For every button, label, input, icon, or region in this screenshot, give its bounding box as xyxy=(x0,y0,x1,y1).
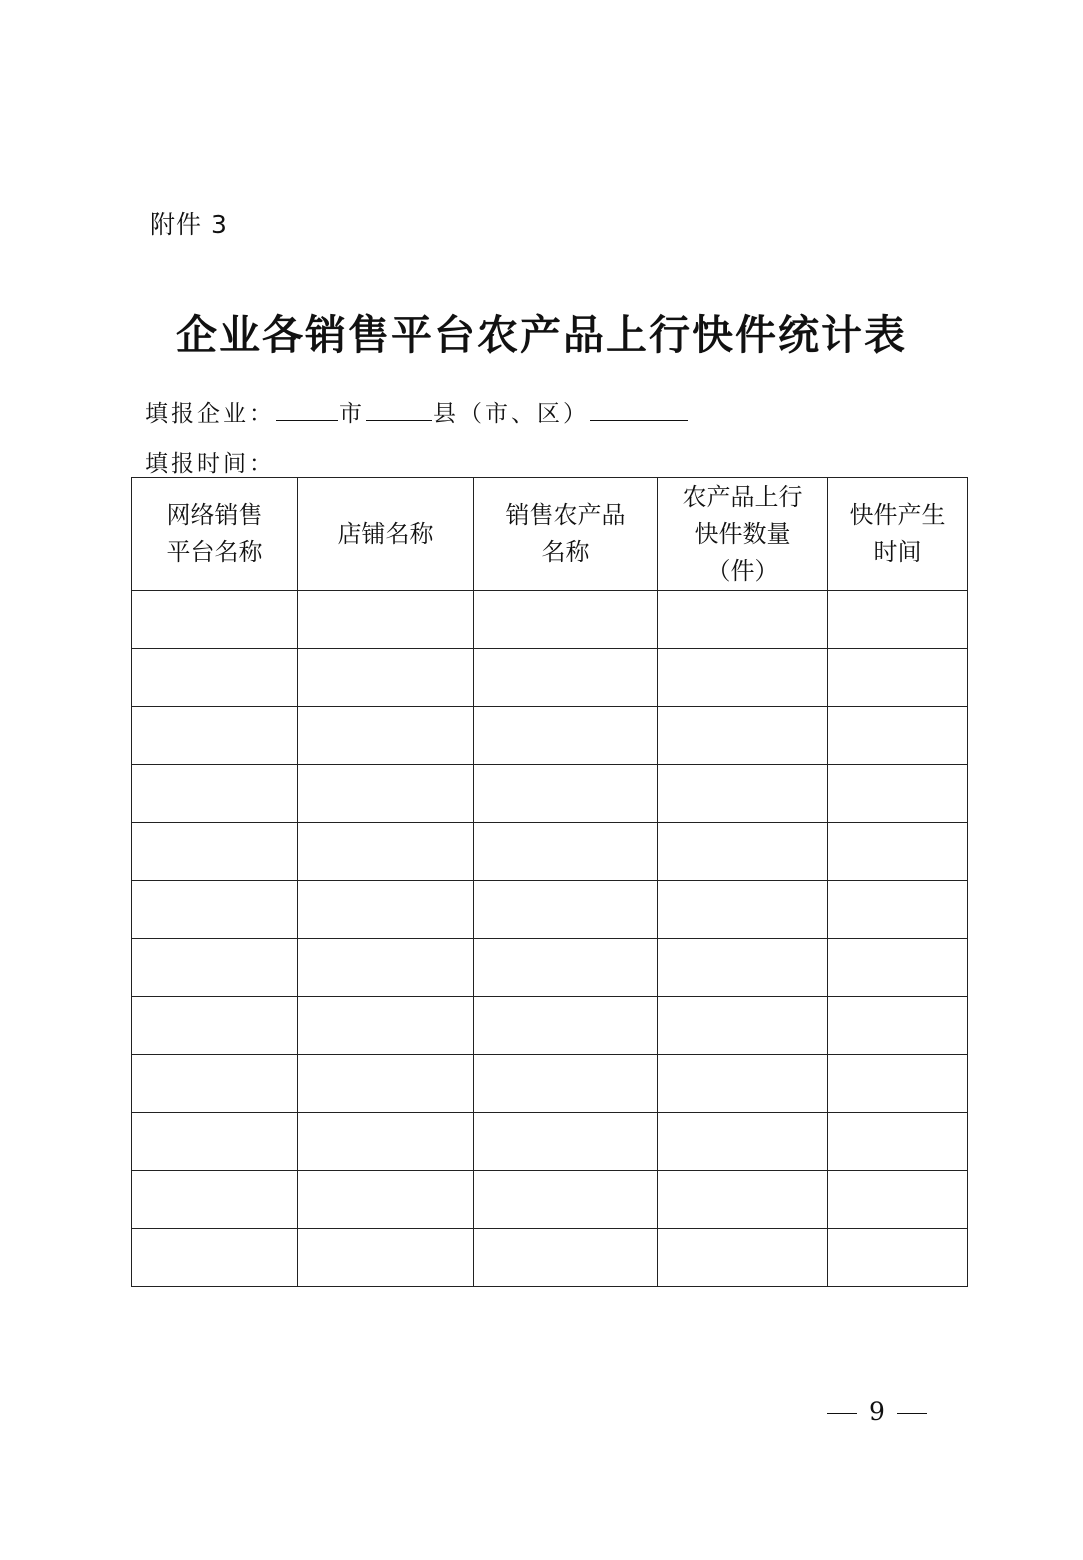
table-cell[interactable] xyxy=(132,881,298,939)
header-product-name: 销售农产品 名称 xyxy=(474,478,658,591)
table-cell[interactable] xyxy=(298,649,474,707)
table-row xyxy=(132,591,968,649)
table-row xyxy=(132,939,968,997)
table-cell[interactable] xyxy=(474,997,658,1055)
table-cell[interactable] xyxy=(828,765,968,823)
table-cell[interactable] xyxy=(474,1055,658,1113)
table-cell[interactable] xyxy=(474,881,658,939)
table-cell[interactable] xyxy=(658,1113,828,1171)
table-body xyxy=(132,591,968,1287)
time-label: 填报时间： xyxy=(145,451,275,477)
table-cell[interactable] xyxy=(658,707,828,765)
table-cell[interactable] xyxy=(132,591,298,649)
page-number: 9 xyxy=(815,1397,939,1426)
table-cell[interactable] xyxy=(658,765,828,823)
table-cell[interactable] xyxy=(658,591,828,649)
table-cell[interactable] xyxy=(828,1113,968,1171)
table-cell[interactable] xyxy=(828,1229,968,1287)
page-dash-right xyxy=(897,1413,927,1414)
company-fill-line xyxy=(145,395,689,428)
table-cell[interactable] xyxy=(298,1229,474,1287)
table-cell[interactable] xyxy=(658,649,828,707)
table-cell[interactable] xyxy=(658,939,828,997)
table-cell[interactable] xyxy=(298,997,474,1055)
city-blank[interactable] xyxy=(276,398,338,421)
table-cell[interactable] xyxy=(828,1055,968,1113)
table-cell[interactable] xyxy=(658,997,828,1055)
county-blank[interactable] xyxy=(366,398,432,421)
table-cell[interactable] xyxy=(658,1055,828,1113)
table-cell[interactable] xyxy=(132,649,298,707)
table-cell[interactable] xyxy=(132,823,298,881)
table-cell[interactable] xyxy=(132,939,298,997)
table-cell[interactable] xyxy=(132,707,298,765)
table-cell[interactable] xyxy=(474,823,658,881)
header-platform-name: 网络销售 平台名称 xyxy=(132,478,298,591)
table-row xyxy=(132,881,968,939)
table-header-row xyxy=(132,478,968,591)
table-cell[interactable] xyxy=(658,1229,828,1287)
table-cell[interactable] xyxy=(658,823,828,881)
header-parcel-time: 快件产生 时间 xyxy=(828,478,968,591)
table-cell[interactable] xyxy=(828,591,968,649)
table-cell[interactable] xyxy=(828,707,968,765)
table-cell[interactable] xyxy=(474,591,658,649)
header-parcel-count: 农产品上行 快件数量 （件） xyxy=(658,478,828,591)
time-fill-line xyxy=(145,445,275,478)
table-cell[interactable] xyxy=(474,939,658,997)
table-row xyxy=(132,823,968,881)
table-cell[interactable] xyxy=(474,1229,658,1287)
table-cell[interactable] xyxy=(828,997,968,1055)
table-row xyxy=(132,997,968,1055)
table-row xyxy=(132,1229,968,1287)
table-cell[interactable] xyxy=(298,1113,474,1171)
page-title: 企业各销售平台农产品上行快件统计表 xyxy=(176,311,907,359)
table-cell[interactable] xyxy=(132,765,298,823)
table-row xyxy=(132,1171,968,1229)
table-cell[interactable] xyxy=(474,1171,658,1229)
table-cell[interactable] xyxy=(298,591,474,649)
statistics-table xyxy=(131,477,968,1287)
table-cell[interactable] xyxy=(828,939,968,997)
table-cell[interactable] xyxy=(658,881,828,939)
table-cell[interactable] xyxy=(828,1171,968,1229)
table-cell[interactable] xyxy=(828,823,968,881)
table-cell[interactable] xyxy=(132,1171,298,1229)
table-cell[interactable] xyxy=(298,823,474,881)
table-cell[interactable] xyxy=(132,1113,298,1171)
table-cell[interactable] xyxy=(474,707,658,765)
table-cell[interactable] xyxy=(474,649,658,707)
table-cell[interactable] xyxy=(132,997,298,1055)
city-suffix: 市 xyxy=(339,401,365,427)
attachment-label: 附件 3 xyxy=(150,210,228,239)
table-cell[interactable] xyxy=(474,1113,658,1171)
table-cell[interactable] xyxy=(474,765,658,823)
table-cell[interactable] xyxy=(132,1229,298,1287)
table-cell[interactable] xyxy=(828,649,968,707)
table-row xyxy=(132,1055,968,1113)
table-cell[interactable] xyxy=(828,881,968,939)
table-row xyxy=(132,707,968,765)
table-cell[interactable] xyxy=(298,939,474,997)
table-cell[interactable] xyxy=(298,765,474,823)
table-cell[interactable] xyxy=(132,1055,298,1113)
table-row xyxy=(132,765,968,823)
table-cell[interactable] xyxy=(658,1171,828,1229)
table-row xyxy=(132,1113,968,1171)
table-cell[interactable] xyxy=(298,881,474,939)
company-name-blank[interactable] xyxy=(590,398,688,421)
table-cell[interactable] xyxy=(298,1055,474,1113)
table-cell[interactable] xyxy=(298,1171,474,1229)
table-cell[interactable] xyxy=(298,707,474,765)
page-dash-left xyxy=(827,1413,857,1414)
company-label: 填报企业： xyxy=(145,401,275,427)
header-shop-name: 店铺名称 xyxy=(298,478,474,591)
table-row xyxy=(132,649,968,707)
county-suffix: 县（市、区） xyxy=(433,401,589,427)
